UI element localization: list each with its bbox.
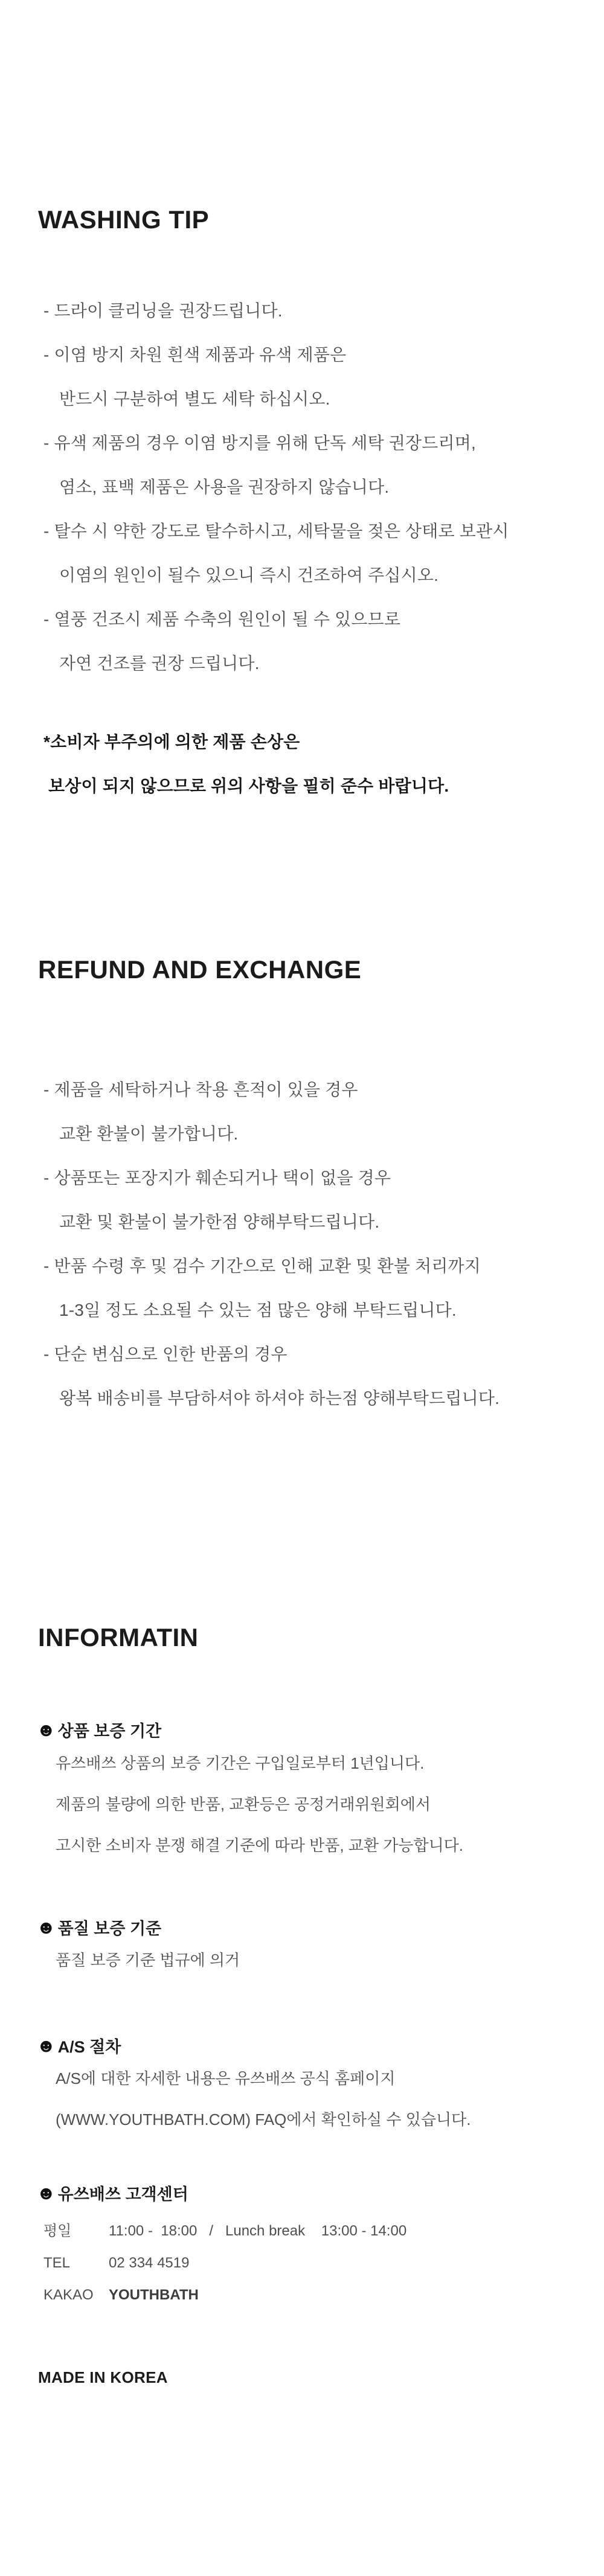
- care-instruction-line: 염소, 표백 제품은 사용을 권장하지 않습니다.: [59, 478, 390, 496]
- refund-policy-line: - 상품또는 포장지가 훼손되거나 택이 없을 경우: [43, 1168, 391, 1187]
- refund-policy-line: 교환 환불이 불가합니다.: [59, 1124, 239, 1143]
- smiley-icon: ☻: [36, 2035, 56, 2056]
- quality-standard-heading-label: 품질 보증 기준: [57, 1920, 162, 1938]
- kakao-label: KAKAO: [43, 2287, 94, 2303]
- warranty-period-line: 고시한 소비자 분쟁 해결 기준에 따라 반품, 교환 가능합니다.: [56, 1836, 464, 1854]
- refund-exchange-title: REFUND AND EXCHANGE: [38, 955, 362, 984]
- smiley-icon: ☻: [36, 2182, 56, 2203]
- information-title: INFORMATIN: [38, 1623, 199, 1652]
- warranty-period-body: [56, 1743, 463, 1866]
- tel-label: TEL: [43, 2255, 71, 2271]
- care-instruction-line: - 탈수 시 약한 강도로 탈수하시고, 세탁물을 젖은 상태로 보관시: [43, 522, 509, 540]
- as-process-line: A/S에 대한 자세한 내용은 유쓰배쓰 공식 홈페이지: [56, 2069, 396, 2087]
- warranty-period-heading-label: 상품 보증 기간: [57, 1722, 162, 1740]
- hours-value: 11:00 - 18:00 / Lunch break 13:00 - 14:00: [109, 2223, 407, 2239]
- quality-standard-line: 품질 보증 기준 법규에 의거: [56, 1951, 240, 1969]
- customer-center-heading: [36, 2181, 188, 2205]
- refund-policy-line: 1-3일 정도 소요될 수 있는 점 많은 양해 부탁드립니다.: [59, 1301, 457, 1319]
- warranty-period-line: 제품의 불량에 의한 반품, 교환등은 공정거래위원회에서: [56, 1795, 431, 1813]
- refund-policy-line: 왕복 배송비를 부담하셔야 하셔야 하는점 양해부탁드립니다.: [59, 1389, 500, 1408]
- washing-tip-list: [43, 289, 509, 685]
- quality-standard-heading: [36, 1915, 161, 1939]
- customer-center-heading-label: 유쓰배쓰 고객센터: [57, 2185, 188, 2203]
- warranty-period-heading: [36, 1718, 161, 1741]
- consumer-caution-notice: [43, 720, 449, 808]
- care-instruction-line: - 유색 제품의 경우 이염 방지를 위해 단독 세탁 권장드리며,: [43, 434, 477, 452]
- care-instruction-line: 이염의 원인이 될수 있으니 즉시 건조하여 주십시오.: [59, 566, 439, 585]
- contact-row-hours: [43, 2215, 406, 2247]
- as-process-heading-label: A/S 절차: [57, 2038, 121, 2056]
- smiley-icon: ☻: [36, 1917, 56, 1938]
- as-process-heading: [36, 2034, 121, 2057]
- as-process-line: (WWW.YOUTHBATH.COM) FAQ에서 확인하실 수 있습니다.: [56, 2110, 471, 2129]
- made-in-korea-label: MADE IN KOREA: [38, 2368, 168, 2386]
- care-instruction-line: 자연 건조를 권장 드립니다.: [59, 654, 260, 673]
- as-process-body: [56, 2058, 471, 2140]
- warranty-period-line: 유쓰배쓰 상품의 보증 기간은 구입일로부터 1년입니다.: [56, 1754, 425, 1772]
- refund-policy-line: 교환 및 환불이 불가한점 양해부탁드립니다.: [59, 1213, 380, 1231]
- care-instruction-line: - 드라이 클리닝을 권장드립니다.: [43, 301, 283, 320]
- refund-policy-line: - 제품을 세탁하거나 착용 흔적이 있을 경우: [43, 1080, 358, 1099]
- smiley-icon: ☻: [36, 1719, 56, 1740]
- hours-label: 평일: [43, 2223, 72, 2239]
- refund-policy-list: [43, 1068, 500, 1420]
- tel-value: 02 334 4519: [109, 2255, 190, 2271]
- refund-policy-line: - 반품 수령 후 및 검수 기간으로 인해 교환 및 환불 처리까지: [43, 1257, 481, 1275]
- caution-line: *소비자 부주의에 의한 제품 손상은: [43, 732, 300, 751]
- kakao-value: YOUTHBATH: [109, 2287, 199, 2303]
- contact-row-tel: [43, 2247, 406, 2279]
- customer-center-rows: [43, 2215, 406, 2311]
- contact-row-kakao: [43, 2279, 406, 2311]
- care-instruction-line: - 이염 방지 차원 흰색 제품과 유색 제품은: [43, 345, 347, 364]
- caution-line: 보상이 되지 않으므로 위의 사항을 필히 준수 바랍니다.: [48, 777, 449, 795]
- care-instruction-line: 반드시 구분하여 별도 세탁 하십시오.: [59, 389, 330, 408]
- quality-standard-body: [56, 1940, 240, 1981]
- refund-policy-line: - 단순 변심으로 인한 반품의 경우: [43, 1345, 288, 1363]
- washing-tip-title: WASHING TIP: [38, 205, 210, 234]
- care-instruction-line: - 열풍 건조시 제품 수축의 원인이 될 수 있으므로: [43, 610, 401, 629]
